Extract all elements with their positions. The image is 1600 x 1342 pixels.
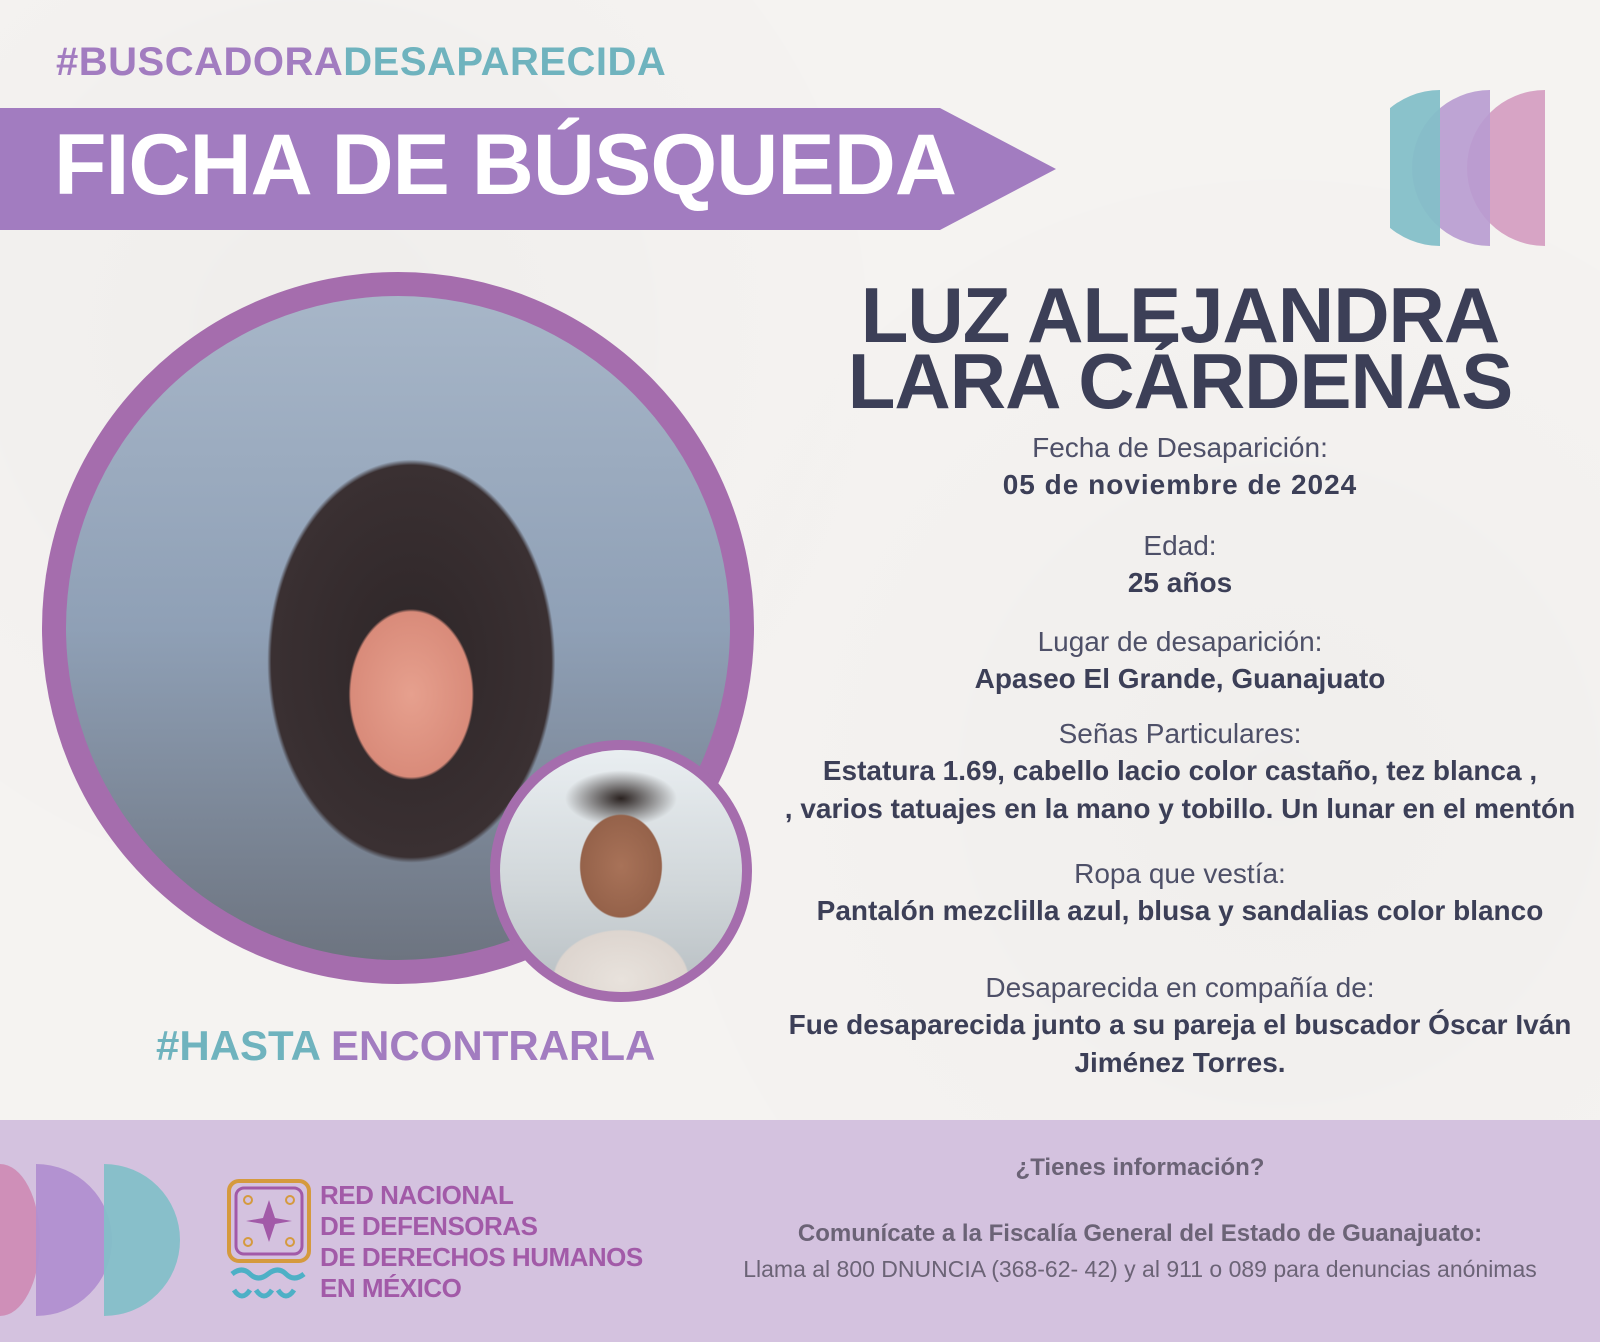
lugar-value: Apaseo El Grande, Guanajuato [974, 663, 1386, 694]
org-line-4: EN MÉXICO [320, 1273, 462, 1303]
contact-fiscalia: Comunícate a la Fiscalía General del Estado de Guanajuato: [797, 1220, 1483, 1247]
org-line-1: RED NACIONAL [320, 1180, 514, 1210]
fecha-value: 05 de noviembre de 2024 [1002, 469, 1358, 500]
info-question: ¿Tienes información? [1015, 1154, 1265, 1181]
ropa-field [780, 856, 1580, 930]
name-line-2: LARA CÁRDENAS [847, 337, 1513, 425]
red-nacional-logo-icon [226, 1178, 312, 1304]
senas-line-1: Estatura 1.69, cabello lacio color castaño, tez blanca , [822, 755, 1538, 786]
fecha-field [780, 430, 1580, 504]
phone-numbers: Llama al 800 DNUNCIA (368-62- 42) y al 911 o 089 para denuncias anónimas [743, 1256, 1537, 1282]
senas-label: Señas Particulares: [1058, 718, 1302, 749]
hashtag-part-1: #BUSCADORA [56, 40, 344, 84]
companion-photo [500, 750, 742, 992]
hashtag-hasta-encontrarla [156, 1022, 655, 1070]
banner-title: FICHA DE BÚSQUEDA [54, 117, 956, 213]
edad-field [780, 528, 1580, 602]
hashtag-bottom-part-1: #HASTA [156, 1022, 320, 1069]
decorative-half-circles-icon [1390, 88, 1600, 248]
decorative-half-circles-bottom-icon [0, 1160, 190, 1320]
compania-label: Desaparecida en compañía de: [985, 972, 1375, 1003]
ropa-value: Pantalón mezclilla azul, blusa y sandalias color blanco [816, 895, 1544, 926]
compania-line-1: Fue desaparecida junto a su pareja el buscador Óscar Iván [788, 1009, 1572, 1040]
hashtag-buscadora [56, 40, 666, 85]
name-line-1: LUZ ALEJANDRA [860, 271, 1500, 359]
edad-label: Edad: [1143, 530, 1217, 561]
fecha-label: Fecha de Desaparición: [1032, 432, 1328, 463]
edad-value: 25 años [1127, 567, 1233, 598]
org-name [320, 1180, 643, 1304]
lugar-field [780, 624, 1580, 698]
org-line-3: DE DERECHOS HUMANOS [320, 1242, 643, 1272]
compania-line-2: Jiménez Torres. [1074, 1047, 1286, 1078]
footer-contact [690, 1152, 1590, 1284]
person-name [780, 271, 1580, 425]
senas-field [780, 716, 1580, 828]
lugar-label: Lugar de desaparición: [1037, 626, 1323, 657]
senas-line-2: , varios tatuajes en la mano y tobillo. Un lunar en el mentón [784, 793, 1576, 824]
hashtag-part-2: DESAPARECIDA [343, 40, 667, 84]
org-line-2: DE DEFENSORAS [320, 1211, 538, 1241]
ropa-label: Ropa que vestía: [1074, 858, 1286, 889]
compania-field [780, 970, 1580, 1082]
hashtag-bottom-part-2: ENCONTRARLA [331, 1022, 656, 1069]
